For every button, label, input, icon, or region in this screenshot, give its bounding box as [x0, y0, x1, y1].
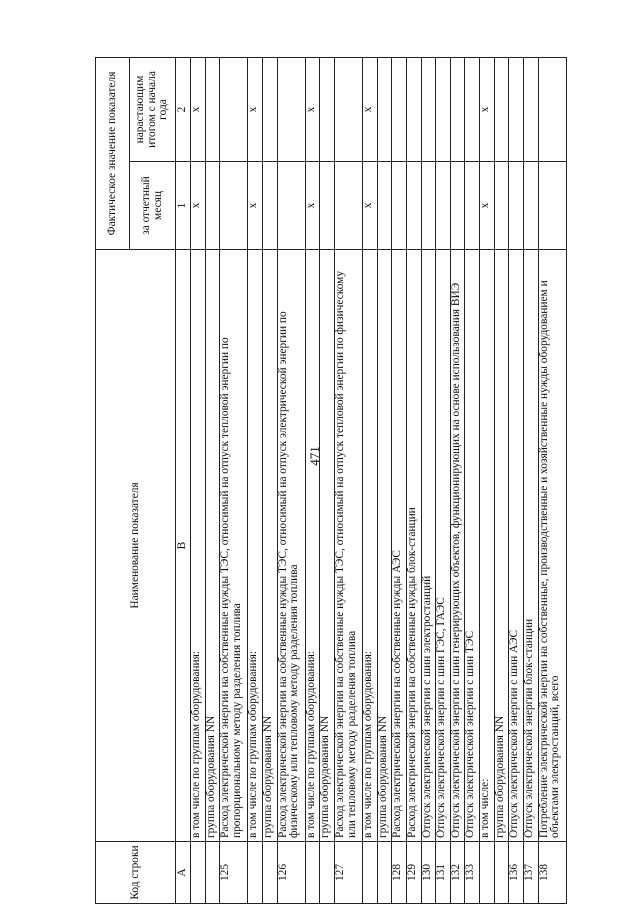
- row-name: группа оборудования NN: [262, 250, 277, 842]
- row-name: Расход электрической энергии на собственные нужды ТЭС, относимый на отпуск тепловой энергии по пропорциональному методу разделения топлива: [220, 250, 248, 842]
- row-name: Отпуск электрической энергии с шин электростанций: [421, 250, 436, 842]
- row-month-value: х: [248, 162, 263, 250]
- index-name: В: [176, 250, 191, 842]
- row-cumulative-value: [277, 58, 305, 162]
- row-cumulative-value: [262, 58, 277, 162]
- row-name: Расход электрической энергии на собственные нужды АЭС: [392, 250, 407, 842]
- row-name: в том числе по группам оборудования:: [305, 250, 320, 842]
- row-month-value: х: [305, 162, 320, 250]
- row-cumulative-value: [538, 58, 566, 162]
- row-code: [494, 842, 509, 904]
- header-month: за отчетный месяц: [130, 162, 176, 250]
- row-month-value: [509, 162, 524, 250]
- row-month-value: [523, 162, 538, 250]
- table-row: [421, 58, 436, 904]
- row-month-value: [494, 162, 509, 250]
- table-row: [220, 58, 248, 904]
- row-code: 127: [334, 842, 362, 904]
- row-cumulative-value: х: [305, 58, 320, 162]
- table-row: [523, 58, 538, 904]
- row-code: 136: [509, 842, 524, 904]
- row-month-value: [392, 162, 407, 250]
- row-cumulative-value: [320, 58, 335, 162]
- table-row: [205, 58, 220, 904]
- table-row: [334, 58, 362, 904]
- row-month-value: х: [363, 162, 378, 250]
- row-cumulative-value: [436, 58, 451, 162]
- row-month-value: [436, 162, 451, 250]
- row-month-value: [262, 162, 277, 250]
- table-row: [494, 58, 509, 904]
- row-name: в том числе по группам оборудования:: [191, 250, 206, 842]
- row-month-value: [538, 162, 566, 250]
- row-cumulative-value: [421, 58, 436, 162]
- table-body: [191, 58, 567, 904]
- row-code: 137: [523, 842, 538, 904]
- row-name: Расход электрической энергии на собственные нужды ТЭС, относимый на отпуск электрической энергии по физическому или тепловому методу разделения топлива: [277, 250, 305, 842]
- row-code: [205, 842, 220, 904]
- row-month-value: х: [191, 162, 206, 250]
- table-row: [248, 58, 263, 904]
- row-cumulative-value: [465, 58, 480, 162]
- row-name: Расход электрической энергии на собственные нужды блок-станции: [406, 250, 421, 842]
- table-row: [262, 58, 277, 904]
- row-month-value: [320, 162, 335, 250]
- row-code: 130: [421, 842, 436, 904]
- row-name: Отпуск электрической энергии с шин ГЭС, ГАЭС: [436, 250, 451, 842]
- row-code: [262, 842, 277, 904]
- header-name: Наименование показателя: [96, 250, 176, 842]
- row-cumulative-value: [523, 58, 538, 162]
- row-name: группа оборудования NN: [320, 250, 335, 842]
- index-code: А: [176, 842, 191, 904]
- row-code: [480, 842, 495, 904]
- index-col1: 1: [176, 162, 191, 250]
- rotated-table-wrapper: [95, 58, 567, 904]
- row-name: Отпуск электрической энергии блок-станции: [523, 250, 538, 842]
- row-name: в том числе:: [480, 250, 495, 842]
- row-month-value: х: [480, 162, 495, 250]
- row-name: группа оборудования NN: [377, 250, 392, 842]
- table-row: [191, 58, 206, 904]
- table-row: [305, 58, 320, 904]
- row-code: 138: [538, 842, 566, 904]
- table-row: [538, 58, 566, 904]
- table-row: [277, 58, 305, 904]
- table-row: [363, 58, 378, 904]
- row-name: Отпуск электрической энергии с шин генерирующих объектов, функционирующих на основе использования ВИЭ: [450, 250, 465, 842]
- row-cumulative-value: [392, 58, 407, 162]
- row-month-value: [377, 162, 392, 250]
- row-code: [248, 842, 263, 904]
- table-row: [406, 58, 421, 904]
- row-cumulative-value: [220, 58, 248, 162]
- row-cumulative-value: х: [480, 58, 495, 162]
- row-code: [377, 842, 392, 904]
- row-code: [305, 842, 320, 904]
- row-code: [320, 842, 335, 904]
- row-cumulative-value: х: [191, 58, 206, 162]
- row-name: Отпуск электрической энергии с шин АЭС: [509, 250, 524, 842]
- table-row: [436, 58, 451, 904]
- row-cumulative-value: х: [248, 58, 263, 162]
- row-code: 133: [465, 842, 480, 904]
- row-code: 128: [392, 842, 407, 904]
- row-cumulative-value: [205, 58, 220, 162]
- row-code: 129: [406, 842, 421, 904]
- row-name: Отпуск электрической энергии с шин ТЭС: [465, 250, 480, 842]
- row-name: группа оборудования NN: [494, 250, 509, 842]
- header-code: Код строки: [96, 842, 176, 904]
- row-code: 131: [436, 842, 451, 904]
- row-name: группа оборудования NN: [205, 250, 220, 842]
- row-month-value: [450, 162, 465, 250]
- header-cumulative: нарастающим итогом с начала года: [130, 58, 176, 162]
- row-cumulative-value: х: [363, 58, 378, 162]
- header-fact-value: Фактическое значение показателя: [96, 58, 130, 250]
- row-name: Потребление электрической энергии на собственные, производственные и хозяйственные нужды оборудованием и объектами электростанций, всего: [538, 250, 566, 842]
- row-code: 125: [220, 842, 248, 904]
- row-month-value: [421, 162, 436, 250]
- indicators-table: [95, 57, 567, 904]
- table-row: [480, 58, 495, 904]
- table-row: [320, 58, 335, 904]
- row-cumulative-value: [450, 58, 465, 162]
- row-name: в том числе по группам оборудования:: [363, 250, 378, 842]
- row-month-value: [406, 162, 421, 250]
- page-number: 471: [307, 446, 322, 466]
- row-cumulative-value: [377, 58, 392, 162]
- row-name: в том числе по группам оборудования:: [248, 250, 263, 842]
- row-month-value: [334, 162, 362, 250]
- table-row: [377, 58, 392, 904]
- row-code: [191, 842, 206, 904]
- row-cumulative-value: [406, 58, 421, 162]
- row-month-value: [465, 162, 480, 250]
- table-row: [450, 58, 465, 904]
- table-row: [465, 58, 480, 904]
- row-month-value: [205, 162, 220, 250]
- row-month-value: [277, 162, 305, 250]
- row-code: 132: [450, 842, 465, 904]
- index-col2: 2: [176, 58, 191, 162]
- row-cumulative-value: [334, 58, 362, 162]
- row-code: [363, 842, 378, 904]
- row-name: Расход электрической энергии на собственные нужды ТЭС, относимый на отпуск тепловой энергии по физическому или тепловому методу разделения топлива: [334, 250, 362, 842]
- table-row: [509, 58, 524, 904]
- row-code: 126: [277, 842, 305, 904]
- table-row: [392, 58, 407, 904]
- row-month-value: [220, 162, 248, 250]
- row-cumulative-value: [494, 58, 509, 162]
- row-cumulative-value: [509, 58, 524, 162]
